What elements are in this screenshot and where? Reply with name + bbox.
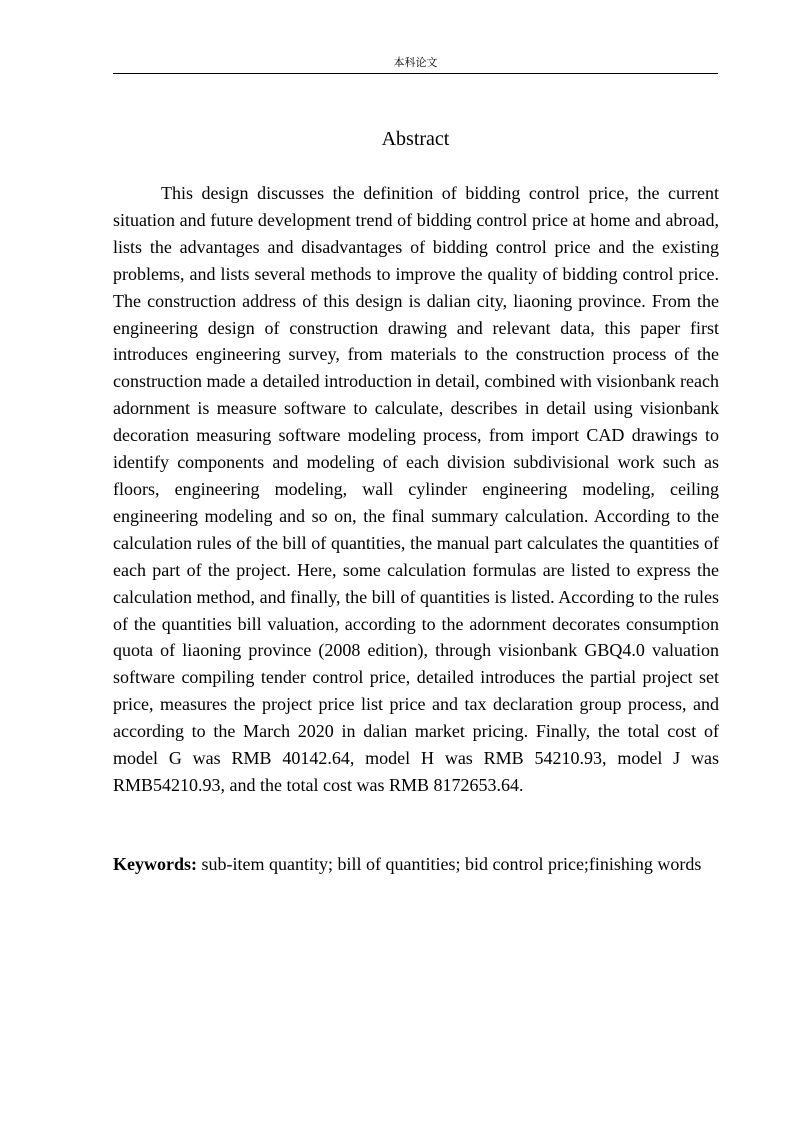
abstract-title: Abstract — [381, 128, 450, 150]
keywords-text: sub-item quantity; bill of quantities; bid control price;finishing words — [201, 854, 702, 874]
abstract-body: This design discusses the definition of bidding control price, the current situation and future development trend of bidding control price at home and abroad, lists the advantages and disadvantages of bidding control price and the existing problems, and lists several methods to improve the quality of bidding control price. The construction address of this design is dalian city, liaoning province. From the engineering design of construction drawing and relevant data, this paper first introduces engineering survey, from materials to the construction process of the construction made a detailed introduction in detail, combined with visionbank reach adornment is measure software to calculate, describes in detail using visionbank decoration measuring software modeling process, from import CAD drawings to identify components and modeling of each division subdivisional work such as floors, engineering modeling, wall cylinder engineering modeling, ceiling engineering modeling and so on, the final summary calculation. According to the calculation rules of the bill of quantities, the manual part calculates the quantities of each part of the project. Here, some calculation formulas are listed to express the calculation method, and finally, the bill of quantities is listed. According to the rules of the quantities bill valuation, according to the adornment decorates consumption quota of liaoning province (2008 edition), through visionbank GBQ4.0 valuation software compiling tender control price, detailed introduces the partial project set price, measures the project price list price and tax declaration group process, and according to the March 2020 in dalian market pricing. Finally, the total cost of model G was RMB 40142.64, model H was RMB 54210.93, model J was RMB54210.93, and the total cost was RMB 8172653.64. — [113, 183, 719, 795]
running-header: 本科论文 — [393, 56, 438, 69]
keywords-label: Keywords: — [113, 854, 197, 874]
header-rule — [113, 73, 718, 74]
keywords-paragraph — [113, 851, 719, 878]
